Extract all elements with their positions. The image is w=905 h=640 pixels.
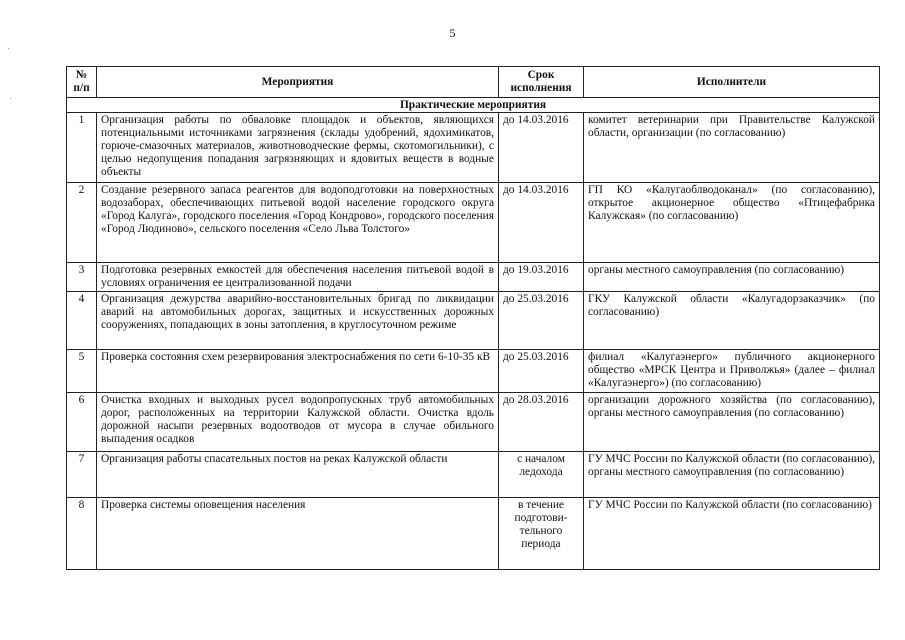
row-executors: ГУ МЧС России по Калужской области (по согласованию), органы местного самоуправления (по согласованию) <box>584 452 880 498</box>
row-measure: Организация дежурства аварийно-восстановительных бригад по ликвидации аварий на автомобильных дорогах, защитных и искусственных дорожных сооружениях, попадающих в зоны затопления, в круглосуточном режиме <box>97 292 499 350</box>
row-number: 2 <box>67 183 97 263</box>
row-deadline: до 28.03.2016 <box>499 393 584 452</box>
row-deadline: до 14.03.2016 <box>499 113 584 183</box>
header-num: № п/п <box>67 67 97 98</box>
row-executors: органы местного самоуправления (по согласованию) <box>584 263 880 292</box>
table-row <box>67 498 880 570</box>
row-number: 8 <box>67 498 97 570</box>
table-row <box>67 263 880 292</box>
row-measure: Создание резервного запаса реагентов для водоподготовки на поверхностных водозаборах, обеспечивающих питьевой водой население городского округа «Город Калуга», городского поселения «Город Кондрово», городского поселения «Город Людиново», сельского поселения «Село Льва Толстого» <box>97 183 499 263</box>
row-executors: ГКУ Калужской области «Калугадорзаказчик» (по согласованию) <box>584 292 880 350</box>
section-title: Практические мероприятия <box>67 98 880 113</box>
page-number: 5 <box>449 26 456 40</box>
row-executors: ГП КО «Калугаоблводоканал» (по согласованию), открытое акционерное общество «Птицефабрика Калужская» (по согласованию) <box>584 183 880 263</box>
table-row <box>67 292 880 350</box>
row-executors: организации дорожного хозяйства (по согласованию), органы местного самоуправления (по согласованию) <box>584 393 880 452</box>
row-number: 3 <box>67 263 97 292</box>
scan-speck <box>8 48 9 49</box>
table-row <box>67 393 880 452</box>
section-row <box>67 98 880 113</box>
table-row <box>67 113 880 183</box>
row-executors: филиал «Калугаэнерго» публичного акционерного общество «МРСК Центра и Приволжья» (далее – филиал «Калугаэнерго») (по согласованию) <box>584 350 880 393</box>
row-executors: ГУ МЧС России по Калужской области (по согласованию) <box>584 498 880 570</box>
row-number: 6 <box>67 393 97 452</box>
header-executors: Исполнители <box>584 67 880 98</box>
measures-table <box>66 66 880 570</box>
row-measure: Организация работы по обваловке площадок и объектов, являющихся потенциальными источниками загрязнения (склады удобрений, ядохимикатов, горюче-смазочных материалов, животноводческие фермы, скотомогильники), с целью недопущения попадания загрязняющих и ядовитых веществ в водные объекты <box>97 113 499 183</box>
scan-speck <box>10 98 11 99</box>
row-deadline: до 19.03.2016 <box>499 263 584 292</box>
header-measures: Мероприятия <box>97 67 499 98</box>
row-executors: комитет ветеринарии при Правительстве Калужской области, организации (по согласованию) <box>584 113 880 183</box>
row-number: 7 <box>67 452 97 498</box>
row-measure: Проверка состояния схем резервирования электроснабжения по сети 6-10-35 кВ <box>97 350 499 393</box>
row-measure: Очистка входных и выходных русел водопропускных труб автомобильных дорог, расположенных на территории Калужской области. Очистка вдоль дорожной насыпи резервных водоотводов от мусора в случае обильного выпадения осадков <box>97 393 499 452</box>
row-measure: Подготовка резервных емкостей для обеспечения населения питьевой водой в условиях ограничения ее централизованной подачи <box>97 263 499 292</box>
row-deadline: в течение подготови-тельного периода <box>499 498 584 570</box>
row-deadline: с началом ледохода <box>499 452 584 498</box>
row-number: 1 <box>67 113 97 183</box>
table-header-row <box>67 67 880 98</box>
row-number: 5 <box>67 350 97 393</box>
row-deadline: до 25.03.2016 <box>499 350 584 393</box>
table-row <box>67 452 880 498</box>
table-row <box>67 350 880 393</box>
table-row <box>67 183 880 263</box>
row-deadline: до 25.03.2016 <box>499 292 584 350</box>
row-deadline: до 14.03.2016 <box>499 183 584 263</box>
header-deadline: Срок исполнения <box>499 67 584 98</box>
row-number: 4 <box>67 292 97 350</box>
row-measure: Организация работы спасательных постов на реках Калужской области <box>97 452 499 498</box>
row-measure: Проверка системы оповещения населения <box>97 498 499 570</box>
